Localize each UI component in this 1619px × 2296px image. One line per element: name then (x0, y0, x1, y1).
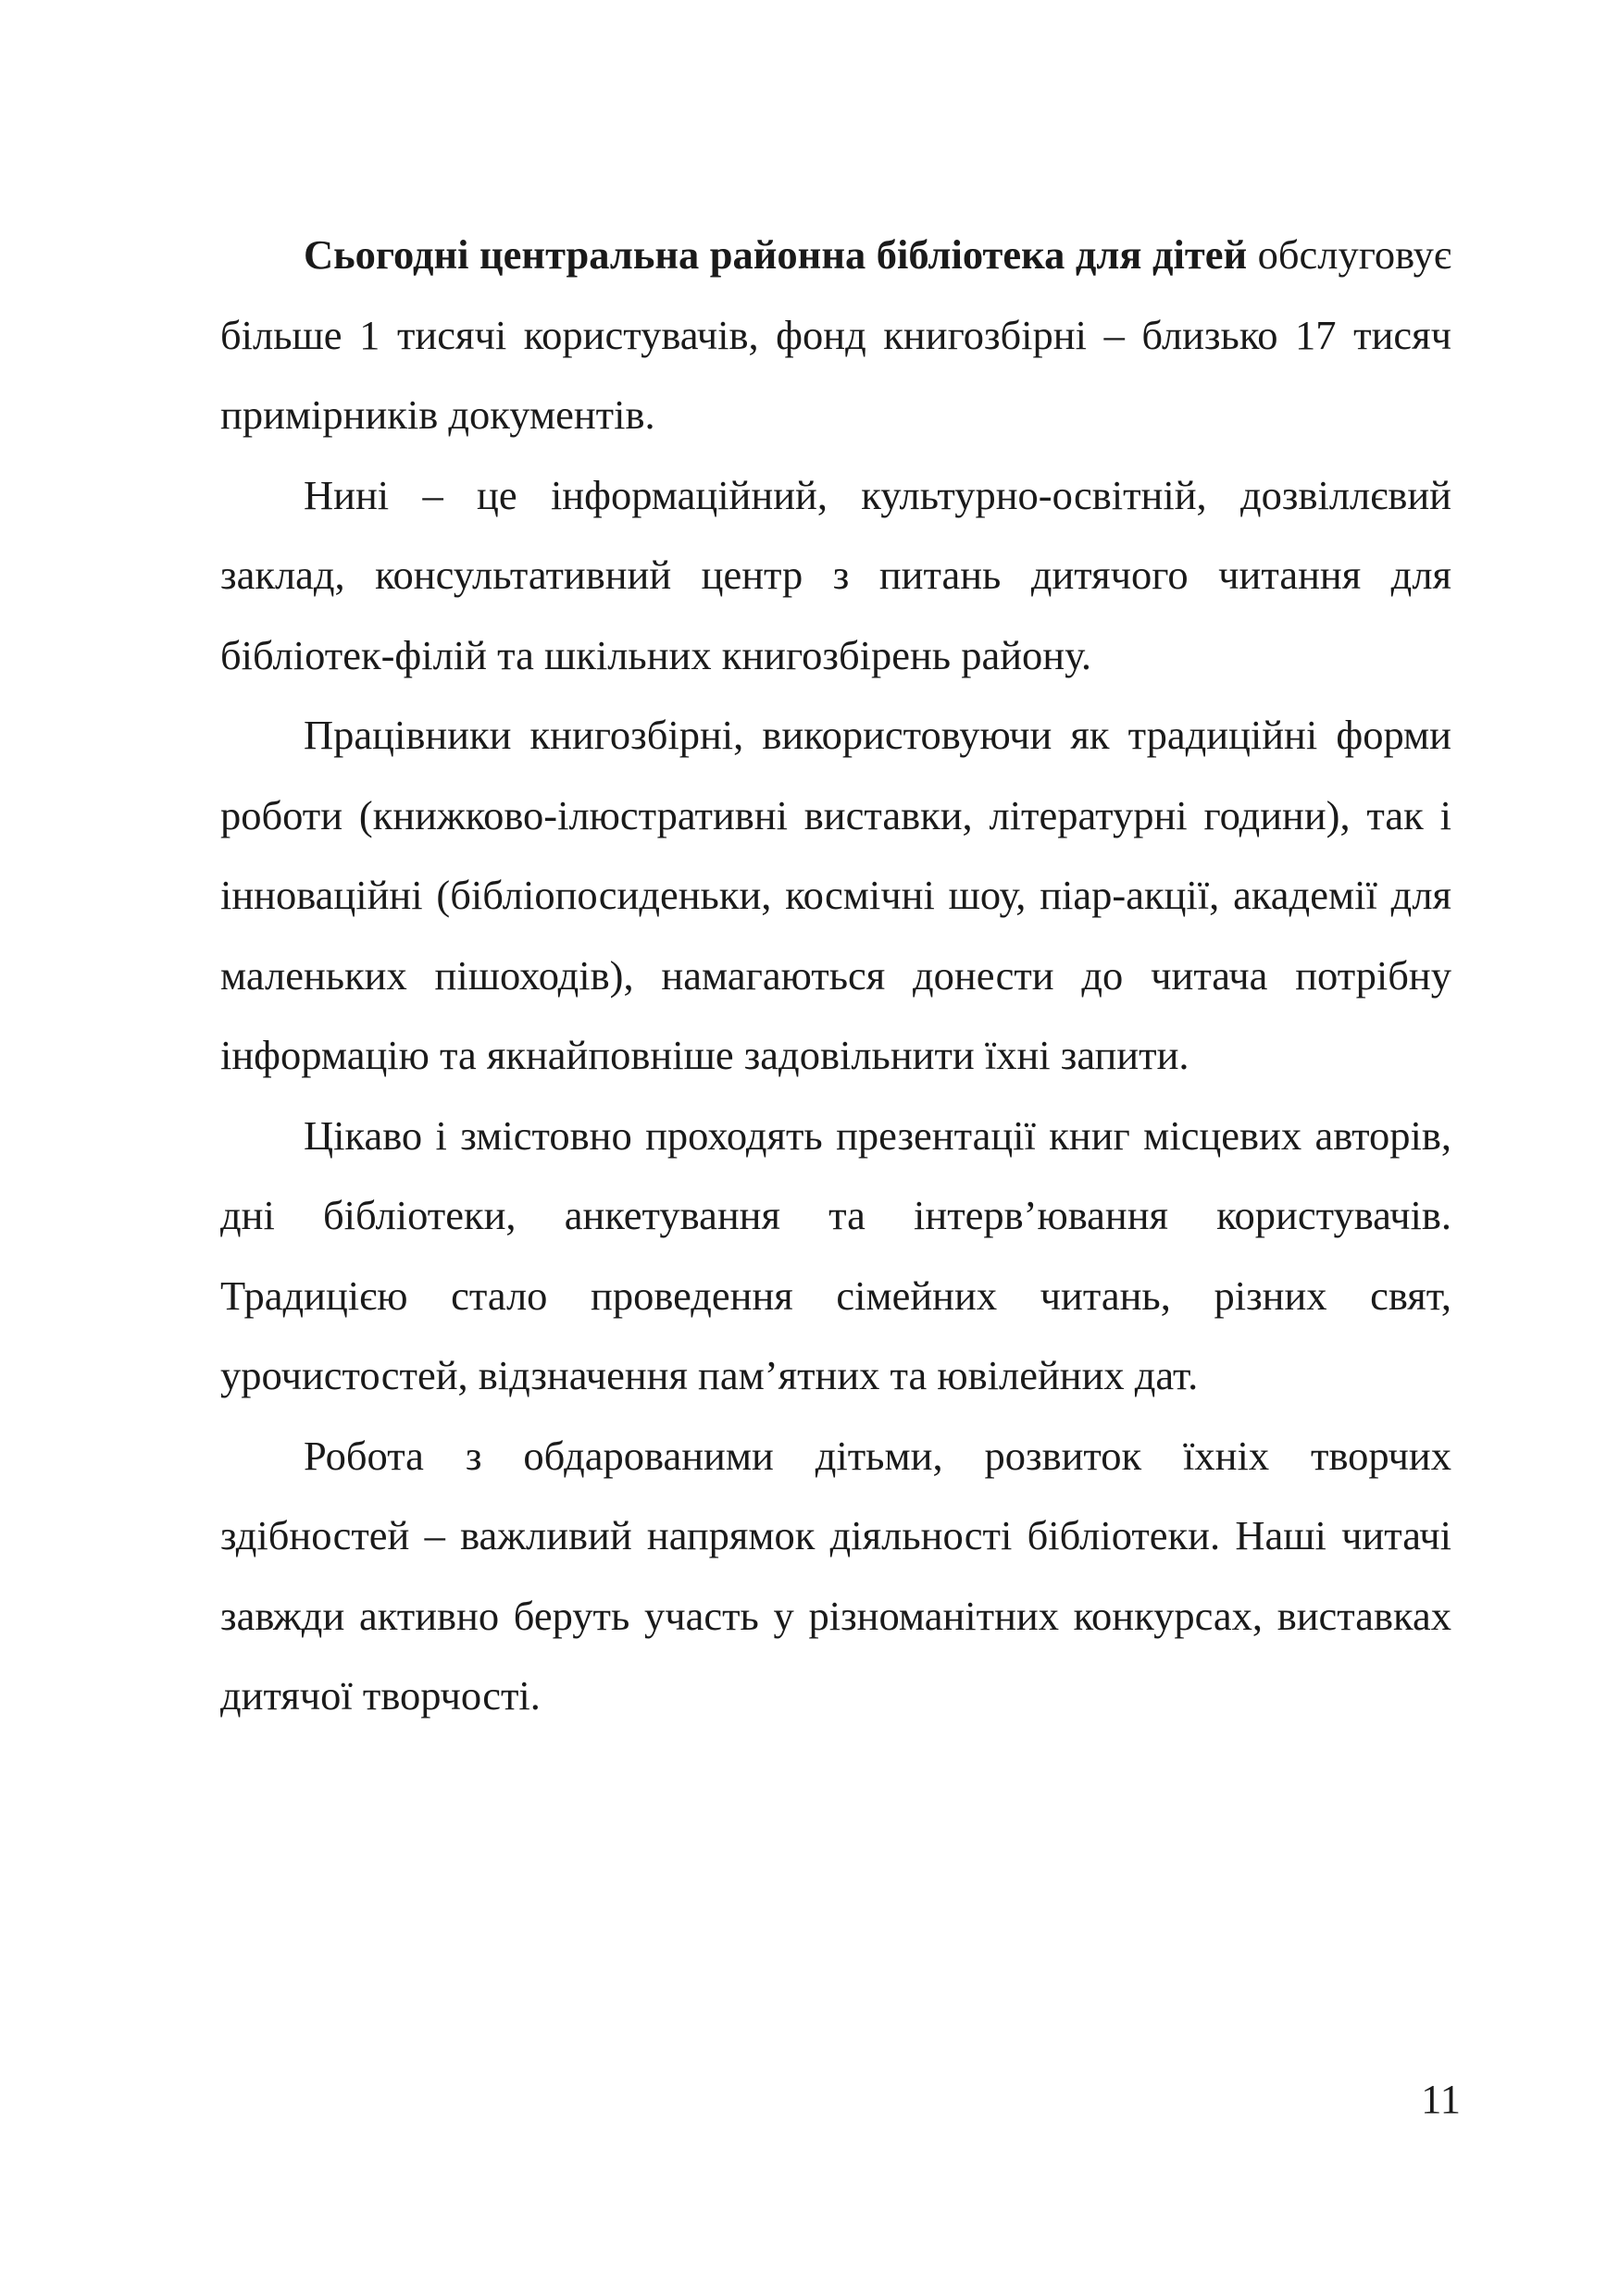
paragraph-3 (220, 695, 1451, 1096)
page-number: 11 (1421, 2076, 1461, 2122)
paragraph-4 (220, 1096, 1451, 1416)
paragraph-1 (220, 215, 1451, 455)
paragraph-2-text: Нині – це інформаційний, культурно-освітній, дозвіллєвий заклад, консультативний центр з питань дитячого читання для бібліотек-філій та шкільних книгозбірень району. (220, 471, 1451, 678)
paragraph-3-text: Працівники книгозбірні, використовуючи як традиційні форми роботи (книжково-ілюстративні виставки, літературні години), так і інноваційні (бібліопосиденьки, космічні шоу, піар-акції, академії для маленьких пішоходів), намагаються донести до читача потрібну інформацію та якнайповніше задовільнити їхні запити. (220, 712, 1451, 1078)
paragraph-5 (220, 1416, 1451, 1736)
paragraph-2 (220, 455, 1451, 696)
paragraph-5-text: Робота з обдарованими дітьми, розвиток їхніх творчих здібностей – важливий напрямок діяльності бібліотеки. Наші читачі завжди активно беруть участь у різноманітних конкурсах, виставках дитячої творчості. (220, 1432, 1451, 1719)
paragraph-1-lead: Сьогодні центральна районна бібліотека для дітей (304, 231, 1248, 278)
page-body (220, 215, 1451, 1736)
paragraph-4-text: Цікаво і змістовно проходять презентації книг місцевих авторів, дні бібліотеки, анкетування та інтерв’ювання користувачів. Традицією стало проведення сімейних читань, різних свят, урочистостей, відзначення пам’ятних та ювілейних дат. (220, 1111, 1451, 1398)
paragraph-1-text: обслуговує більше 1 тисячі користувачів, фонд книгозбірні – близько 17 тисяч примірників документів. (220, 231, 1451, 438)
